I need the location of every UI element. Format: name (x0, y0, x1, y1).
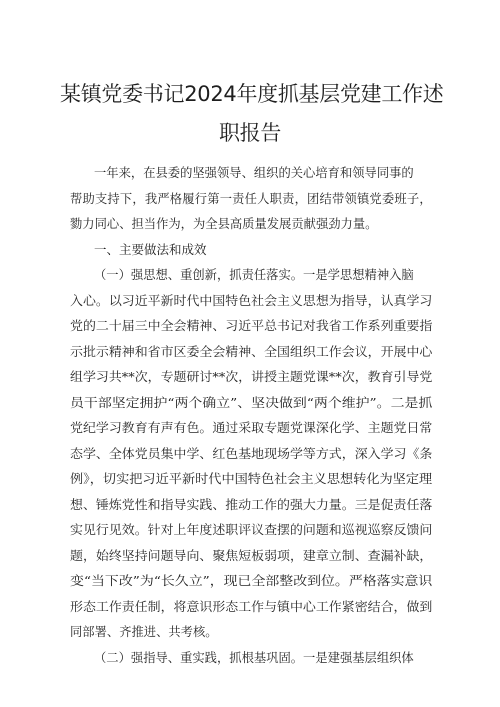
section-heading: 一、主要做法和成效 (94, 242, 207, 257)
paragraph-line: 题，始终坚持问题导向、聚焦短板弱项，建章立制、查漏补缺， (70, 549, 433, 563)
paragraph-line: （一）强思想、重创新，抓责任落实。一是学思想精神入脑 (94, 268, 414, 282)
paragraph-line: 勠力同心、担当作为，为全县高质量发展贡献强劲力量。 (70, 217, 378, 231)
paragraph-line: 组学习共**次，专题研讨**次，讲授主题党课**次，教育引导党 (70, 370, 433, 384)
paragraph-line: 想、锤炼党性和指导实践、推动工作的强大力量。三是促责任落 (70, 498, 433, 512)
paragraph-line: 帮助支持下，我严格履行第一责任人职责，团结带领镇党委班子， (70, 192, 432, 206)
document-title-line-2: 职报告 (218, 121, 282, 145)
paragraph-line: 入心。以习近平新时代中国特色社会主义思想为指导，认真学习 (70, 294, 433, 308)
paragraph-line: 形态工作责任制，将意识形态工作与镇中心工作紧密结合，做到 (70, 600, 433, 614)
paragraph-line: 示批示精神和省市区委全会精神、全国组织工作会议，开展中心 (70, 345, 433, 359)
paragraph-line: 员干部坚定拥护“两个确立”、坚决做到“两个维护”。二是抓 (70, 396, 433, 410)
document-title-line-1: 某镇党委书记2024年度抓基层党建工作述 (60, 82, 444, 106)
paragraph-line: 同部署、齐推进、共考核。 (70, 625, 218, 639)
paragraph-line: 实见行见效。针对上年度述职评议查摆的问题和巡视巡察反馈问 (70, 523, 433, 537)
paragraph-line: 党的二十届三中全会精神、习近平总书记对我省工作系列重要指 (70, 319, 433, 333)
paragraph-line: 态学、全体党员集中学、红色基地现场学等方式，深入学习《条 (70, 447, 433, 461)
paragraph-line: 一年来，在县委的坚强领导、组织的关心培育和领导同事的 (94, 166, 414, 180)
paragraph-line: （二）强指导、重实践，抓根基巩固。一是建强基层组织体 (94, 651, 414, 665)
paragraph-line: 党纪学习教育有声有色。通过采取专题党课深化学、主题党日常 (70, 421, 433, 435)
paragraph-line: 例》，切实把习近平新时代中国特色社会主义思想转化为坚定理 (70, 472, 433, 486)
paragraph-line: 变“当下改”为“长久立”，现已全部整改到位。严格落实意识 (70, 574, 433, 588)
